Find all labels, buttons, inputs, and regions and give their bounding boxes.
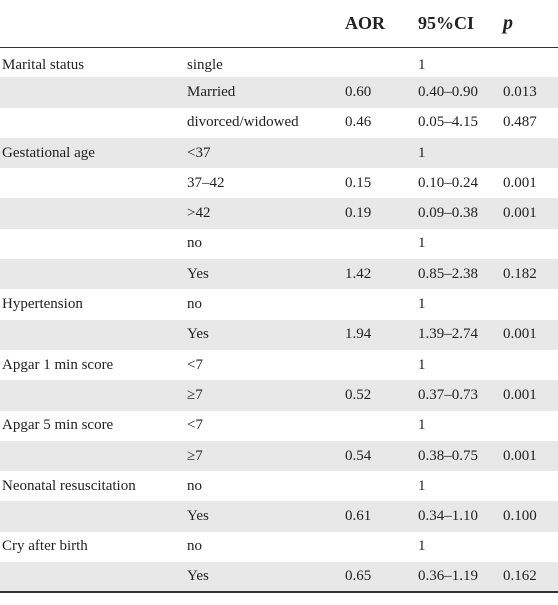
cell-aor: 0.46 [345,114,372,131]
cell-p-value [501,138,558,168]
cell-p-value: 0.001 [501,320,558,350]
cell-category: no [187,296,202,313]
cell-ci: 0.10–0.24 [418,174,478,191]
cell-p-value: 0.001 [501,380,558,410]
table-row [0,198,558,228]
cell-factor [0,380,185,410]
cell-factor [0,198,185,228]
cell-category: <7 [187,417,203,434]
cell-category: single [187,56,223,73]
cell-factor [0,501,185,531]
cell-category: Married [185,77,343,107]
cell-p-value: 0.001 [501,441,558,471]
cell-aor: 0.60 [343,77,416,107]
table-row [0,350,558,380]
cell-aor: 0.54 [343,441,416,471]
table-header [0,0,558,47]
cell-factor: Marital status [2,56,85,73]
cell-factor [0,108,185,138]
cell-category: Yes [185,562,343,592]
cell-category: Yes [185,320,343,350]
cell-aor [343,138,416,168]
cell-aor: 1.94 [343,320,416,350]
cell-factor [0,168,185,198]
cell-aor: 0.65 [343,562,416,592]
cell-category: ≥7 [185,380,343,410]
table-row [0,289,558,319]
cell-p-value: 0.100 [501,501,558,531]
table-row [0,562,558,592]
table-row [0,259,558,289]
table-row [0,47,558,77]
header-category [185,0,343,47]
cell-factor: Apgar 1 min score [2,356,114,373]
cell-factor [0,229,185,259]
table-body [0,47,558,592]
cell-category: <37 [185,138,343,168]
cell-p-value [501,532,558,562]
cell-ci: 1 [418,417,426,434]
cell-ci: 1.39–2.74 [416,320,501,350]
header-factor [0,0,185,47]
table-row [0,108,558,138]
cell-aor: 0.15 [345,174,372,191]
header-row [0,0,558,47]
cell-category: divorced/widowed [187,114,299,131]
cell-factor: Hypertension [2,296,83,313]
cell-ci: 0.85–2.38 [416,259,501,289]
cell-aor [343,532,416,562]
table-row [0,411,558,441]
table-row [0,138,558,168]
cell-category: no [187,477,202,494]
cell-p-value: 0.013 [501,77,558,107]
cell-p-value [501,289,558,319]
cell-factor [0,77,185,107]
cell-p-value: 0.182 [501,259,558,289]
cell-category: ≥7 [185,441,343,471]
cell-aor: 0.19 [343,198,416,228]
cell-category: Yes [185,259,343,289]
cell-category: 37–42 [187,174,225,191]
cell-factor [0,441,185,471]
table-row [0,320,558,350]
cell-ci: 0.36–1.19 [416,562,501,592]
header-ci: 95%CI [416,0,501,47]
table-row [0,501,558,531]
cell-ci: 1 [418,296,426,313]
header-p-value: p [501,0,558,47]
cell-ci: 0.38–0.75 [416,441,501,471]
cell-factor: Neonatal resuscitation [2,477,136,494]
cell-ci: 1 [418,235,426,252]
cell-aor: 0.52 [343,380,416,410]
cell-ci: 1 [418,56,426,73]
cell-ci: 1 [418,477,426,494]
cell-p-value: 0.487 [503,114,537,131]
cell-aor: 1.42 [343,259,416,289]
table-row [0,380,558,410]
cell-category: no [187,235,202,252]
table-row [0,441,558,471]
cell-category: Yes [185,501,343,531]
table-row [0,77,558,107]
table-row [0,532,558,562]
cell-category: no [187,538,202,555]
cell-ci: 0.40–0.90 [416,77,501,107]
cell-ci: 0.09–0.38 [416,198,501,228]
cell-p-value [501,411,558,441]
cell-factor [0,562,185,592]
cell-p-value [501,350,558,380]
cell-factor: Apgar 5 min score [2,417,114,434]
cell-category: <7 [187,356,203,373]
cell-factor: Gestational age [0,138,185,168]
cell-aor [343,47,416,77]
cell-ci: 0.05–4.15 [418,114,478,131]
cell-ci: 1 [418,538,426,555]
cell-ci: 1 [418,356,426,373]
table-row [0,168,558,198]
cell-p-value: 0.001 [501,198,558,228]
header-aor: AOR [343,0,416,47]
cell-p-value: 0.162 [501,562,558,592]
cell-ci: 0.34–1.10 [416,501,501,531]
cell-factor: Cry after birth [2,538,88,555]
cell-aor [343,350,416,380]
cell-aor [343,411,416,441]
cell-aor [343,229,416,259]
table-row [0,229,558,259]
cell-aor [343,471,416,501]
cell-factor [0,320,185,350]
cell-aor: 0.61 [343,501,416,531]
cell-p-value [501,229,558,259]
cell-aor [343,289,416,319]
table-row [0,471,558,501]
cell-p-value [501,47,558,77]
cell-p-value: 0.001 [503,174,537,191]
cell-p-value [501,471,558,501]
cell-category: >42 [185,198,343,228]
cell-ci: 1 [416,138,501,168]
cell-factor [0,259,185,289]
cell-ci: 0.37–0.73 [416,380,501,410]
